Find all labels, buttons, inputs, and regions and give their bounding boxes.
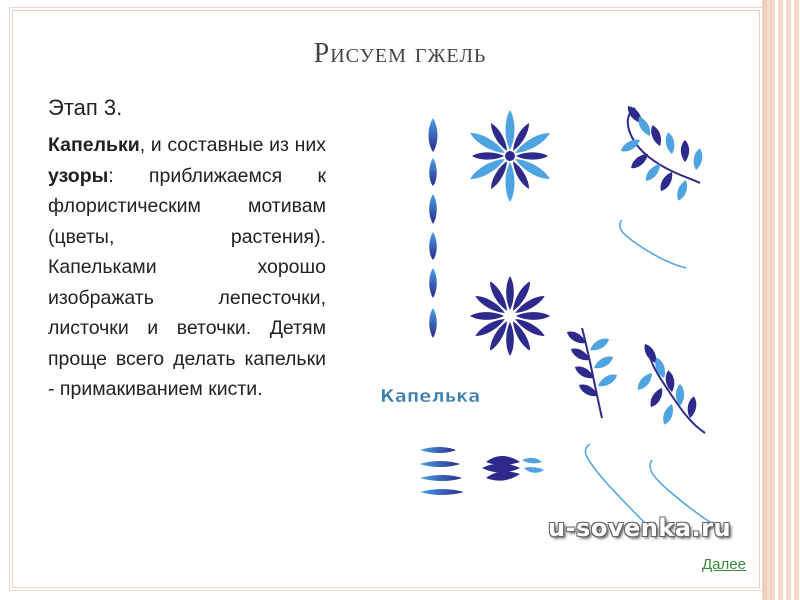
slide-title: Рисуем гжель [313,38,487,69]
paragraph-text-2: : приближаемся к флористическим мотивам (цветы, растения). Капельками хорошо изображать лепесточки, листочки и веточки. Детям проще всего делать капельки - примакиванием кисти. [48,164,326,400]
flower-middle-icon [470,276,550,356]
drops-fan-icon [482,456,544,481]
term-patterns: узоры [48,164,109,187]
slide-paragraph [48,130,326,405]
watermark: u-sovenka.ru [548,514,732,542]
term-drops: Капельки [48,134,140,156]
gzhel-illustration [350,88,760,548]
illustration-label: Капелька [380,386,481,407]
paragraph-text-1: , и составные из них [139,134,326,156]
drops-column [429,118,438,350]
drops-row-left [420,447,464,495]
curl-stem-icon [620,220,686,268]
decorative-stripes [762,0,800,600]
next-link[interactable]: Далее [702,556,746,573]
branch-top-right-icon [619,103,704,202]
stage-label: Этап 3. [48,95,123,120]
branch-middle-right-icon [635,342,705,433]
flower-top-icon [468,110,552,202]
branch-middle-left-icon [565,328,619,418]
